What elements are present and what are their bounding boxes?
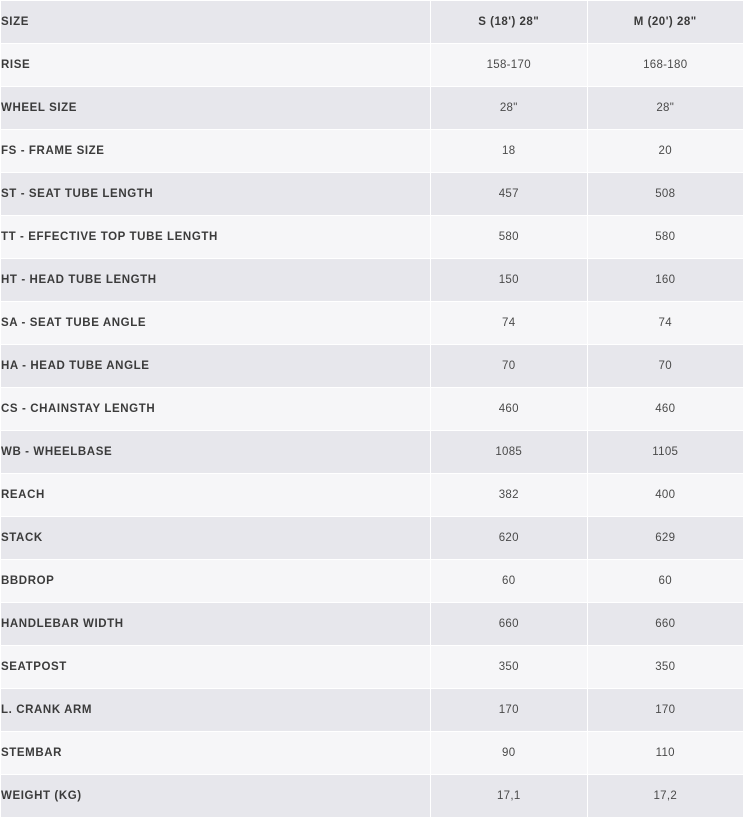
row-label: HT - HEAD TUBE LENGTH [1, 259, 431, 302]
row-value: 660 [431, 603, 588, 646]
row-label: BBDROP [1, 560, 431, 603]
row-value: 460 [587, 388, 743, 431]
row-value: 70 [431, 345, 588, 388]
row-label: SA - SEAT TUBE ANGLE [1, 302, 431, 345]
row-value: 400 [587, 474, 743, 517]
row-label: WHEEL SIZE [1, 87, 431, 130]
table-row [1, 388, 743, 431]
row-value: 60 [431, 560, 588, 603]
row-label: CS - CHAINSTAY LENGTH [1, 388, 431, 431]
table-row [1, 732, 743, 775]
row-label: WEIGHT (KG) [1, 775, 431, 818]
table-row [1, 431, 743, 474]
row-value: 17,2 [587, 775, 743, 818]
row-value: 28" [431, 87, 588, 130]
row-value: 74 [587, 302, 743, 345]
row-value: 629 [587, 517, 743, 560]
row-label: SEATPOST [1, 646, 431, 689]
row-value: 17,1 [431, 775, 588, 818]
row-value: 20 [587, 130, 743, 173]
row-label: FS - FRAME SIZE [1, 130, 431, 173]
row-value: 168-180 [587, 44, 743, 87]
table-row [1, 345, 743, 388]
table-header [1, 1, 743, 44]
table-row [1, 646, 743, 689]
table-row [1, 87, 743, 130]
table-row [1, 689, 743, 732]
table-row [1, 302, 743, 345]
column-header-size-s: S (18') 28" [431, 1, 588, 44]
row-value: 350 [587, 646, 743, 689]
row-label: ST - SEAT TUBE LENGTH [1, 173, 431, 216]
table-row [1, 44, 743, 87]
row-value: 60 [587, 560, 743, 603]
row-value: 1085 [431, 431, 588, 474]
table-row [1, 259, 743, 302]
row-value: 158-170 [431, 44, 588, 87]
row-value: 460 [431, 388, 588, 431]
row-value: 1105 [587, 431, 743, 474]
row-value: 170 [587, 689, 743, 732]
table-row [1, 130, 743, 173]
row-value: 110 [587, 732, 743, 775]
row-value: 620 [431, 517, 588, 560]
row-value: 457 [431, 173, 588, 216]
row-label: HA - HEAD TUBE ANGLE [1, 345, 431, 388]
column-header-size: SIZE [1, 1, 431, 44]
table-body [1, 44, 743, 818]
row-value: 18 [431, 130, 588, 173]
table-row [1, 603, 743, 646]
table-row [1, 560, 743, 603]
row-label: STACK [1, 517, 431, 560]
table-row [1, 173, 743, 216]
row-value: 90 [431, 732, 588, 775]
row-value: 660 [587, 603, 743, 646]
column-header-size-m: M (20') 28" [587, 1, 743, 44]
row-label: STEMBAR [1, 732, 431, 775]
row-value: 350 [431, 646, 588, 689]
row-label: TT - EFFECTIVE TOP TUBE LENGTH [1, 216, 431, 259]
row-value: 28" [587, 87, 743, 130]
row-value: 160 [587, 259, 743, 302]
row-value: 70 [587, 345, 743, 388]
row-label: L. CRANK ARM [1, 689, 431, 732]
row-value: 150 [431, 259, 588, 302]
row-value: 580 [587, 216, 743, 259]
table-row [1, 517, 743, 560]
row-label: REACH [1, 474, 431, 517]
row-value: 74 [431, 302, 588, 345]
row-label: RISE [1, 44, 431, 87]
row-label: HANDLEBAR WIDTH [1, 603, 431, 646]
table-row [1, 775, 743, 818]
row-value: 170 [431, 689, 588, 732]
row-value: 382 [431, 474, 588, 517]
table-header-row [1, 1, 743, 44]
row-label: WB - WHEELBASE [1, 431, 431, 474]
row-value: 580 [431, 216, 588, 259]
row-value: 508 [587, 173, 743, 216]
table-row [1, 216, 743, 259]
table-row [1, 474, 743, 517]
